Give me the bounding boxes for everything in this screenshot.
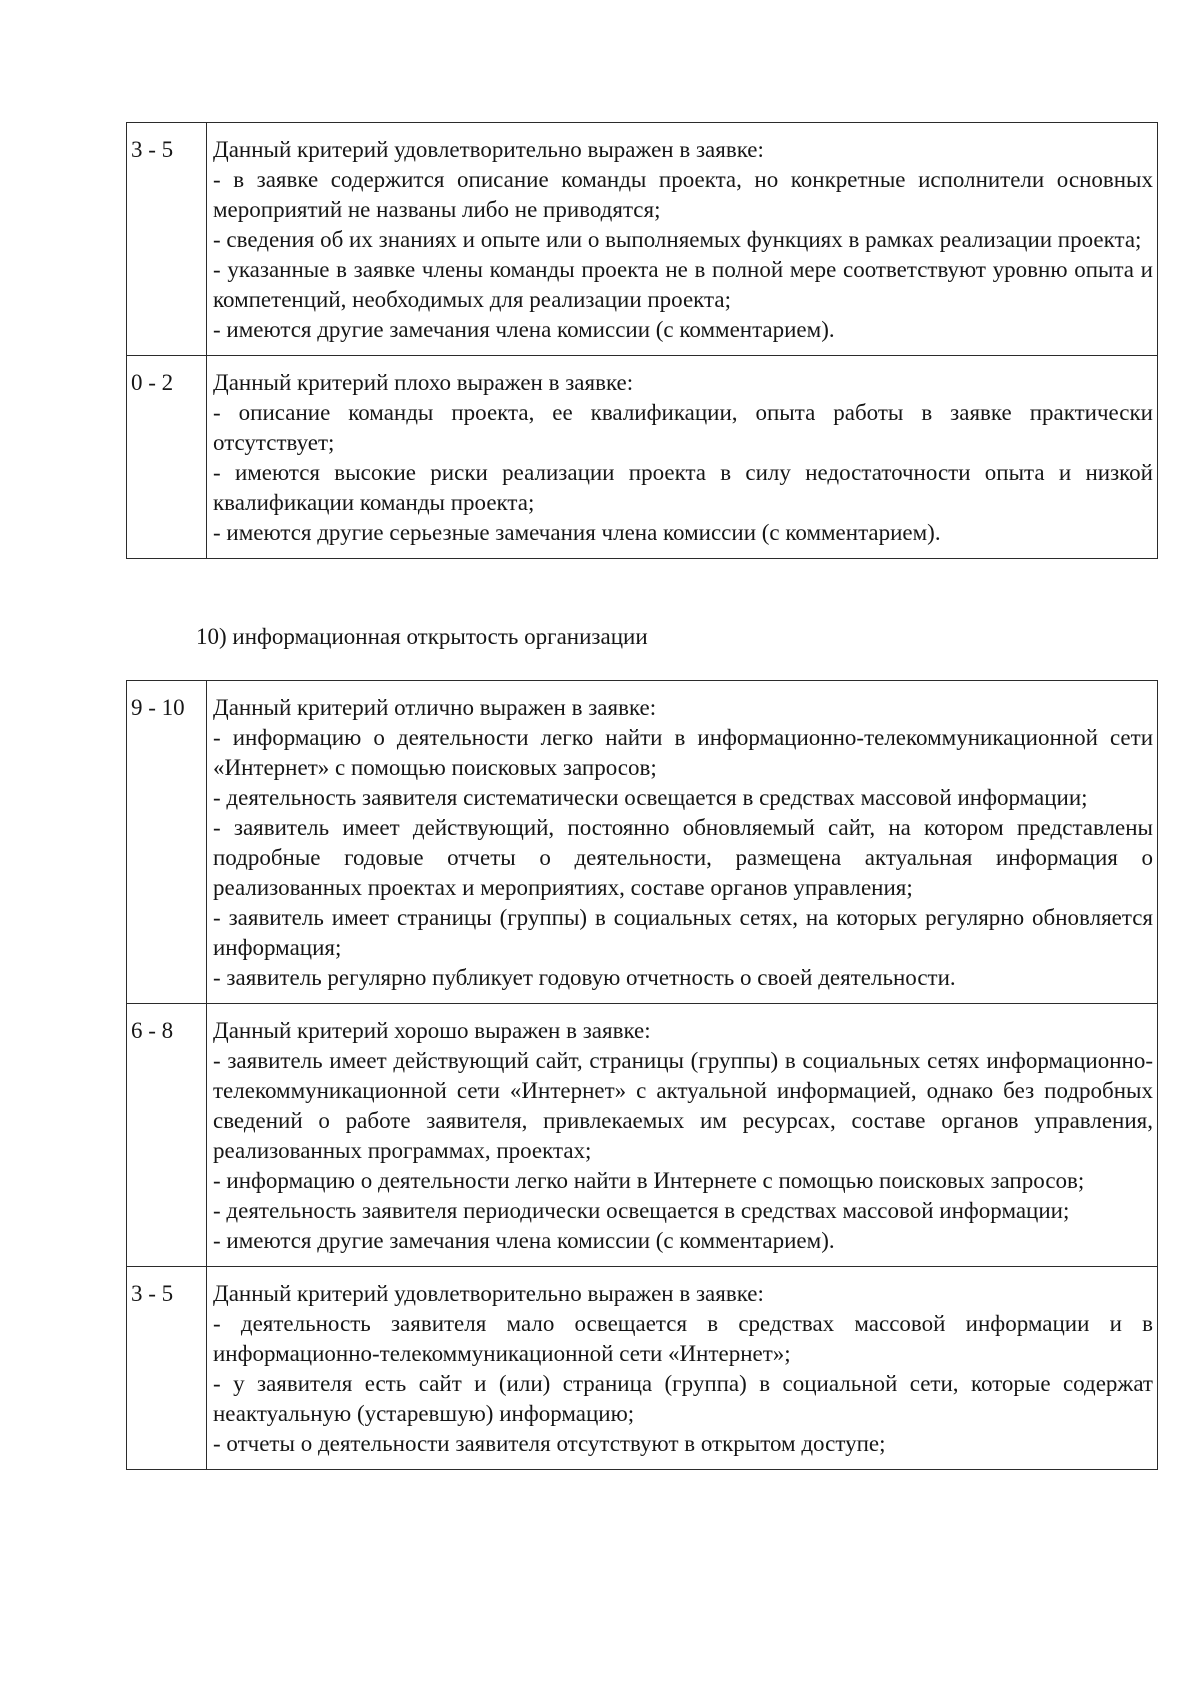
- criterion-item: - описание команды проекта, ее квалификации, опыта работы в заявке практически отсутствует;: [213, 400, 1153, 455]
- score-cell: 0 - 2: [127, 356, 207, 559]
- description-cell: [207, 123, 1158, 356]
- criterion-title: Данный критерий хорошо выражен в заявке:: [213, 1018, 651, 1043]
- criterion-item: - информацию о деятельности легко найти в информационно-телекоммуникационной сети «Интернет» с помощью поисковых запросов;: [213, 725, 1153, 780]
- table-row: [127, 356, 1158, 559]
- section-heading: 10) информационная открытость организации: [196, 624, 648, 649]
- criterion-item: - деятельность заявителя мало освещается в средствах массовой информации и в информационно-телекоммуникационной сети «Интернет»;: [213, 1311, 1153, 1366]
- criterion-item: - отчеты о деятельности заявителя отсутствуют в открытом доступе;: [213, 1431, 886, 1456]
- table-row: [127, 681, 1158, 1004]
- criterion-item: - заявитель имеет действующий, постоянно обновляемый сайт, на котором представлены подробные годовые отчеты о деятельности, размещена актуальная информация о реализованных проектах и мероприятиях, составе органов управления;: [213, 815, 1153, 900]
- criterion-title: Данный критерий плохо выражен в заявке:: [213, 370, 634, 395]
- criterion-item: - деятельность заявителя периодически освещается в средствах массовой информации;: [213, 1198, 1070, 1223]
- criterion-item: - заявитель имеет страницы (группы) в социальных сетях, на которых регулярно обновляется информация;: [213, 905, 1153, 960]
- description-cell: [207, 1267, 1158, 1470]
- criterion-item: - информацию о деятельности легко найти в Интернете с помощью поисковых запросов;: [213, 1168, 1085, 1193]
- criterion-item: - имеются другие замечания члена комиссии (с комментарием).: [213, 1228, 835, 1253]
- criterion-item: - деятельность заявителя систематически освещается в средствах массовой информации;: [213, 785, 1088, 810]
- criterion-item: - имеются другие серьезные замечания члена комиссии (с комментарием).: [213, 520, 941, 545]
- criterion-item: - сведения об их знаниях и опыте или о выполняемых функциях в рамках реализации проекта;: [213, 227, 1142, 252]
- criterion-item: - заявитель регулярно публикует годовую отчетность о своей деятельности.: [213, 965, 956, 990]
- description-cell: [207, 1004, 1158, 1267]
- criterion-title: Данный критерий удовлетворительно выражен в заявке:: [213, 1281, 764, 1306]
- criterion-item: - имеются высокие риски реализации проекта в силу недостаточности опыта и низкой квалификации команды проекта;: [213, 460, 1153, 515]
- criterion-title: Данный критерий удовлетворительно выражен в заявке:: [213, 137, 764, 162]
- table-row: [127, 1004, 1158, 1267]
- team-criteria-table: [126, 122, 1158, 559]
- criterion-item: - заявитель имеет действующий сайт, страницы (группы) в социальных сетях информационно-телекоммуникационной сети «Интернет» с актуальной информацией, однако без подробных сведений о работе заявителя, привлекаемых им ресурсах, составе органов управления, реализованных программах, проектах;: [213, 1048, 1153, 1163]
- criterion-title: Данный критерий отлично выражен в заявке:: [213, 695, 657, 720]
- description-cell: [207, 356, 1158, 559]
- table-row: [127, 1267, 1158, 1470]
- openness-criteria-table: [126, 680, 1158, 1470]
- score-cell: 3 - 5: [127, 1267, 207, 1470]
- criterion-item: - указанные в заявке члены команды проекта не в полной мере соответствуют уровню опыта и компетенций, необходимых для реализации проекта;: [213, 257, 1153, 312]
- description-cell: [207, 681, 1158, 1004]
- criterion-item: - имеются другие замечания члена комиссии (с комментарием).: [213, 317, 835, 342]
- criterion-item: - у заявителя есть сайт и (или) страница (группа) в социальной сети, которые содержат неактуальную (устаревшую) информацию;: [213, 1371, 1153, 1426]
- score-cell: 9 - 10: [127, 681, 207, 1004]
- table-row: [127, 123, 1158, 356]
- criterion-item: - в заявке содержится описание команды проекта, но конкретные исполнители основных мероприятий не названы либо не приводятся;: [213, 167, 1153, 222]
- score-cell: 3 - 5: [127, 123, 207, 356]
- score-cell: 6 - 8: [127, 1004, 207, 1267]
